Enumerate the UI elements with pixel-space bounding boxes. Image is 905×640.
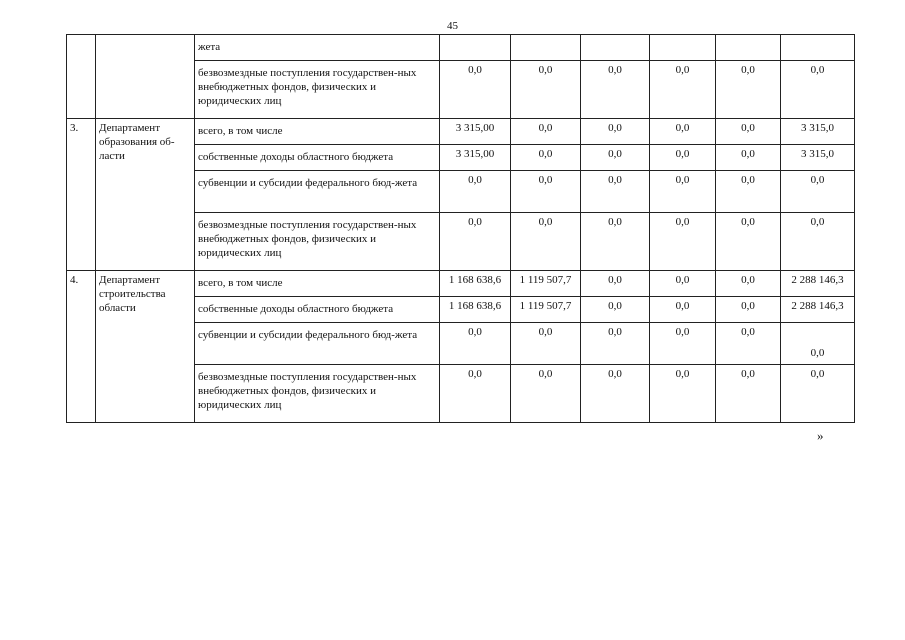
value-cell: 0,0 <box>716 119 781 145</box>
table-row <box>67 271 855 297</box>
value-cell: 0,0 <box>511 145 581 171</box>
value-cell: 0,0 <box>581 323 650 365</box>
value-cell: 0,0 <box>650 119 716 145</box>
value-cell: 2 288 146,3 <box>781 271 855 297</box>
value-cell: 0,0 <box>716 61 781 119</box>
value-cell: 0,0 <box>440 323 511 365</box>
department-name: Департамент образования об-ласти <box>96 119 195 271</box>
value-cell: 0,0 <box>511 61 581 119</box>
value-cell: 3 315,0 <box>781 145 855 171</box>
row-label: всего, в том числе <box>195 119 440 145</box>
value-cell: 3 315,00 <box>440 145 511 171</box>
value-cell: 0,0 <box>650 61 716 119</box>
value-cell: 0,0 <box>581 145 650 171</box>
index-cell <box>67 35 96 119</box>
value-cell: 0,0 <box>781 61 855 119</box>
value-cell: 0,0 <box>440 61 511 119</box>
value-cell: 0,0 <box>581 61 650 119</box>
row-label: безвозмездные поступления государствен-ных внебюджетных фондов, физических и юридических лиц <box>195 365 440 423</box>
value-cell: 0,0 <box>650 271 716 297</box>
value-cell: 1 168 638,6 <box>440 271 511 297</box>
row-label: субвенции и субсидии федерального бюд-жета <box>195 171 440 213</box>
value-cell: 0,0 <box>650 213 716 271</box>
value-cell: 0,0 <box>716 297 781 323</box>
value-cell: 0,0 <box>650 323 716 365</box>
value-cell: 0,0 <box>781 365 855 423</box>
value-cell: 0,0 <box>716 213 781 271</box>
table-row <box>67 35 855 61</box>
value-cell: 0,0 <box>781 171 855 213</box>
value-cell: 1 168 638,6 <box>440 297 511 323</box>
row-label: собственные доходы областного бюджета <box>195 145 440 171</box>
value-cell: 0,0 <box>511 119 581 145</box>
closing-quote-mark: » <box>817 428 824 443</box>
value-cell: 0,0 <box>511 213 581 271</box>
value-cell: 0,0 <box>781 323 855 365</box>
value-cell: 0,0 <box>581 365 650 423</box>
value-cell: 0,0 <box>650 145 716 171</box>
value-cell: 0,0 <box>781 213 855 271</box>
value-cell: 0,0 <box>581 213 650 271</box>
section-index: 3. <box>67 119 96 271</box>
page-number: 45 <box>447 20 458 32</box>
value-cell: 0,0 <box>581 297 650 323</box>
value-cell: 0,0 <box>440 171 511 213</box>
row-label: жета <box>195 35 440 61</box>
value-cell: 0,0 <box>650 171 716 213</box>
value-cell: 1 119 507,7 <box>511 271 581 297</box>
row-label: безвозмездные поступления государствен-ных внебюджетных фондов, физических и юридических лиц <box>195 213 440 271</box>
value-cell: 0,0 <box>440 213 511 271</box>
value-cell: 0,0 <box>716 365 781 423</box>
value-cell: 0,0 <box>716 271 781 297</box>
department-name: Департамент строительства области <box>96 271 195 423</box>
value-cell: 0,0 <box>581 171 650 213</box>
value-cell: 0,0 <box>440 365 511 423</box>
value-cell: 0,0 <box>511 323 581 365</box>
value-cell: 0,0 <box>650 297 716 323</box>
value-cell: 3 315,00 <box>440 119 511 145</box>
row-label: субвенции и субсидии федерального бюд-жета <box>195 323 440 365</box>
value-cell: 3 315,0 <box>781 119 855 145</box>
value-cell: 0,0 <box>581 271 650 297</box>
table-row <box>67 119 855 145</box>
value-cell: 0,0 <box>511 365 581 423</box>
value-cell: 0,0 <box>716 171 781 213</box>
value-cell: 1 119 507,7 <box>511 297 581 323</box>
value-cell: 0,0 <box>650 365 716 423</box>
section-index: 4. <box>67 271 96 423</box>
row-label: безвозмездные поступления государствен-ных внебюджетных фондов, физических и юридических лиц <box>195 61 440 119</box>
value-cell: 0,0 <box>511 171 581 213</box>
budget-table <box>66 34 855 423</box>
value-cell: 2 288 146,3 <box>781 297 855 323</box>
value-cell: 0,0 <box>716 323 781 365</box>
row-label: собственные доходы областного бюджета <box>195 297 440 323</box>
dept-cell <box>96 35 195 119</box>
value-cell: 0,0 <box>581 119 650 145</box>
value-cell: 0,0 <box>716 145 781 171</box>
row-label: всего, в том числе <box>195 271 440 297</box>
